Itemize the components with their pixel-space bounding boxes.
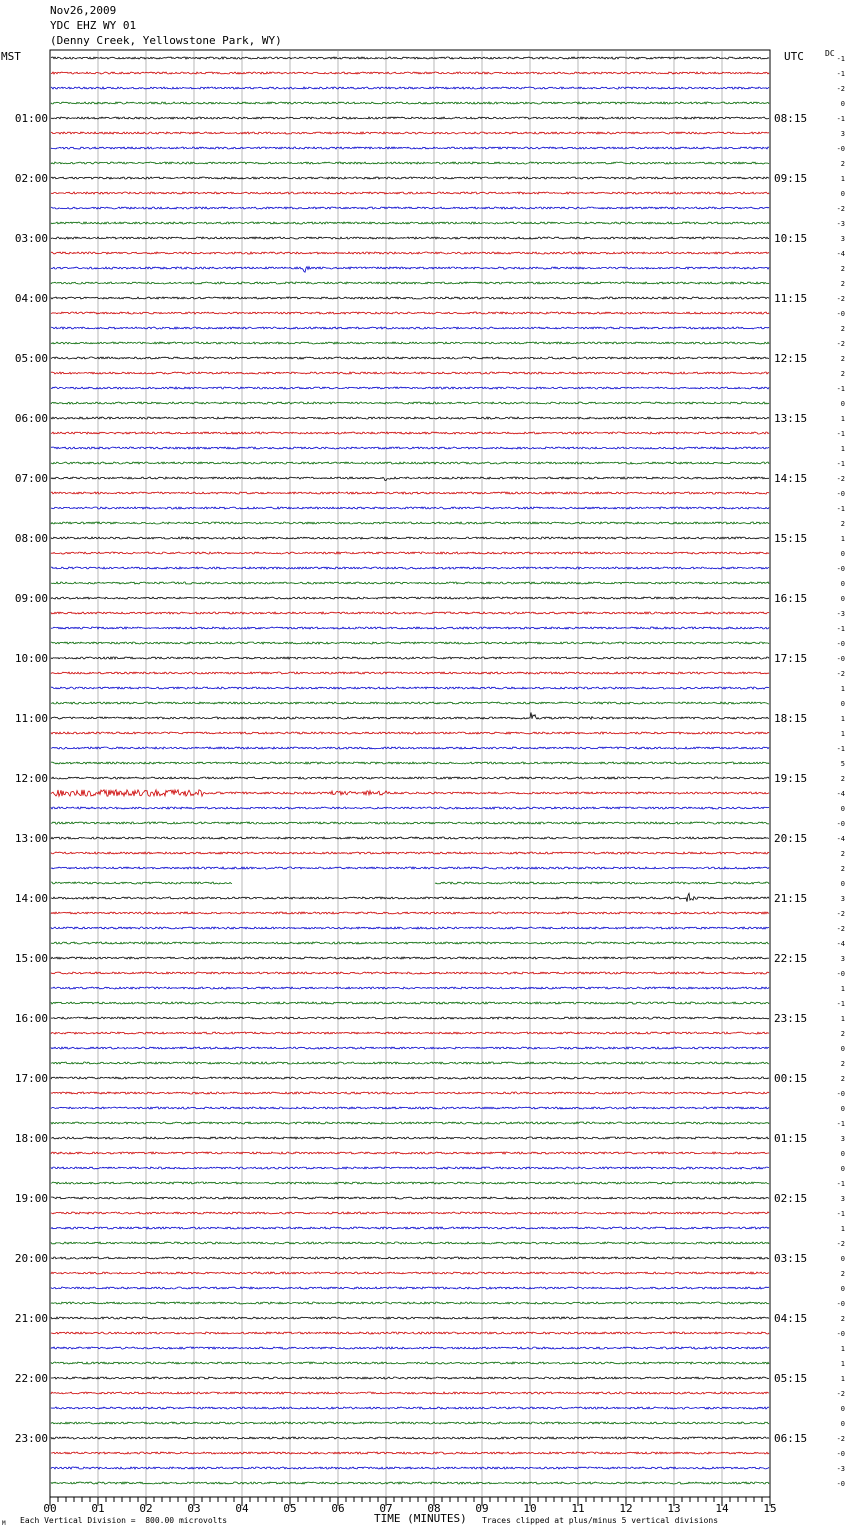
utc-hour-label: 15:15 bbox=[774, 532, 808, 545]
trace-row bbox=[51, 567, 769, 569]
utc-hour-label: 17:15 bbox=[774, 652, 808, 665]
right-axis-label: UTC bbox=[784, 50, 804, 63]
dc-offset-label: -0 bbox=[836, 490, 845, 498]
utc-hour-label: 00:15 bbox=[774, 1072, 808, 1085]
dc-offset-label: -2 bbox=[836, 205, 845, 213]
dc-offset-label: 0 bbox=[840, 880, 845, 888]
dc-offset-label: 3 bbox=[840, 895, 845, 903]
trace-row bbox=[51, 1422, 769, 1424]
trace-row bbox=[51, 162, 769, 164]
trace-row bbox=[51, 822, 769, 824]
trace-row bbox=[51, 417, 769, 419]
trace-row bbox=[51, 207, 769, 209]
dc-offset-label: 2 bbox=[840, 355, 845, 363]
trace-row bbox=[51, 1182, 769, 1184]
station-location: (Denny Creek, Yellowstone Park, WY) bbox=[50, 34, 282, 47]
trace-row bbox=[51, 790, 769, 796]
mst-hour-label: 11:00 bbox=[14, 712, 48, 725]
dc-offset-label: -1 bbox=[836, 430, 845, 438]
trace-row bbox=[51, 1062, 769, 1064]
trace-row bbox=[51, 1377, 769, 1379]
dc-offset-label: -3 bbox=[836, 610, 845, 618]
trace-row bbox=[51, 957, 769, 959]
dc-offset-label: -2 bbox=[836, 295, 845, 303]
dc-offset-label: 1 bbox=[840, 1225, 845, 1233]
trace-row bbox=[51, 1212, 769, 1214]
trace-row bbox=[51, 297, 769, 299]
dc-offset-label: -2 bbox=[836, 85, 845, 93]
trace-row bbox=[51, 132, 769, 134]
trace-row bbox=[51, 522, 769, 524]
trace-row bbox=[51, 492, 769, 494]
dc-offset-label: 1 bbox=[840, 685, 845, 693]
trace-row bbox=[51, 777, 769, 779]
dc-label: DC bbox=[825, 49, 835, 58]
dc-offset-label: -1 bbox=[836, 505, 845, 513]
trace-row bbox=[51, 702, 769, 704]
dc-offset-label: -4 bbox=[836, 835, 845, 843]
dc-offset-label: -1 bbox=[836, 625, 845, 633]
utc-hour-label: 18:15 bbox=[774, 712, 808, 725]
dc-offset-label: -2 bbox=[836, 1390, 845, 1398]
trace-row bbox=[51, 1137, 769, 1139]
dc-offset-label: 1 bbox=[840, 535, 845, 543]
trace-row bbox=[51, 1032, 769, 1034]
dc-offset-label: 5 bbox=[840, 760, 845, 768]
trace-row bbox=[51, 507, 769, 509]
utc-hour-label: 01:15 bbox=[774, 1132, 808, 1145]
x-tick-label: 09 bbox=[475, 1502, 489, 1515]
trace-row bbox=[51, 192, 769, 194]
dc-offset-label: -3 bbox=[836, 220, 845, 228]
trace-row bbox=[51, 912, 769, 914]
dc-offset-label: 3 bbox=[840, 955, 845, 963]
x-tick-label: 13 bbox=[667, 1502, 681, 1515]
utc-hour-label: 03:15 bbox=[774, 1252, 808, 1265]
trace-row bbox=[51, 687, 769, 689]
dc-offset-label: 3 bbox=[840, 1195, 845, 1203]
trace-row bbox=[51, 1227, 769, 1229]
mst-hour-label: 01:00 bbox=[14, 112, 48, 125]
utc-hour-label: 11:15 bbox=[774, 292, 808, 305]
mst-hour-label: 06:00 bbox=[14, 412, 48, 425]
trace-row bbox=[51, 582, 769, 584]
dc-offset-label: -0 bbox=[836, 1450, 845, 1458]
utc-hour-label: 05:15 bbox=[774, 1372, 808, 1385]
dc-offset-label: -1 bbox=[836, 460, 845, 468]
dc-offset-label: -2 bbox=[836, 340, 845, 348]
dc-offset-label: 1 bbox=[840, 715, 845, 723]
trace-row bbox=[51, 222, 769, 224]
dc-offset-label: 2 bbox=[840, 325, 845, 333]
dc-offset-label: 1 bbox=[840, 1375, 845, 1383]
trace-row bbox=[51, 357, 769, 359]
dc-offset-label: 1 bbox=[840, 1015, 845, 1023]
utc-hour-label: 06:15 bbox=[774, 1432, 808, 1445]
dc-offset-label: 1 bbox=[840, 1345, 845, 1353]
trace-row bbox=[51, 747, 769, 749]
mst-hour-label: 15:00 bbox=[14, 952, 48, 965]
trace-row bbox=[51, 1242, 769, 1244]
mst-hour-label: 18:00 bbox=[14, 1132, 48, 1145]
dc-offset-label: -1 bbox=[836, 1120, 845, 1128]
trace-row bbox=[51, 1002, 769, 1004]
trace-row bbox=[51, 1287, 769, 1289]
trace-row bbox=[51, 327, 769, 329]
trace-row bbox=[51, 867, 769, 869]
mst-hour-label: 02:00 bbox=[14, 172, 48, 185]
dc-offset-label: -1 bbox=[836, 1000, 845, 1008]
trace-row bbox=[51, 837, 769, 839]
trace-row bbox=[51, 267, 769, 273]
dc-offset-label: -0 bbox=[836, 1300, 845, 1308]
dc-offset-label: -0 bbox=[836, 820, 845, 828]
trace-row bbox=[51, 1317, 769, 1319]
dc-offset-label: 1 bbox=[840, 730, 845, 738]
trace-row bbox=[51, 712, 769, 719]
dc-offset-label: 0 bbox=[840, 1150, 845, 1158]
x-tick-label: 00 bbox=[43, 1502, 57, 1515]
trace-row bbox=[51, 387, 769, 389]
trace-row bbox=[51, 1272, 769, 1274]
trace-row bbox=[51, 1257, 769, 1259]
trace-row bbox=[51, 987, 769, 989]
trace-row bbox=[51, 372, 769, 374]
trace-row bbox=[51, 237, 769, 239]
trace-row bbox=[51, 462, 769, 464]
trace-row bbox=[51, 57, 769, 59]
scale-note: Each Vertical Division = 800.00 microvolts bbox=[20, 1516, 228, 1525]
mst-hour-label: 17:00 bbox=[14, 1072, 48, 1085]
x-tick-label: 11 bbox=[571, 1502, 585, 1515]
corner-mark: M bbox=[2, 1520, 6, 1527]
dc-offset-label: 2 bbox=[840, 1030, 845, 1038]
dc-offset-label: -2 bbox=[836, 925, 845, 933]
x-tick-label: 10 bbox=[523, 1502, 537, 1515]
trace-row bbox=[51, 1392, 769, 1394]
utc-hour-label: 02:15 bbox=[774, 1192, 808, 1205]
mst-hour-label: 14:00 bbox=[14, 892, 48, 905]
mst-hour-label: 04:00 bbox=[14, 292, 48, 305]
trace-row bbox=[51, 762, 769, 764]
mst-hour-label: 08:00 bbox=[14, 532, 48, 545]
dc-offset-label: 3 bbox=[840, 1135, 845, 1143]
dc-offset-label: 0 bbox=[840, 595, 845, 603]
trace-row bbox=[51, 432, 769, 434]
dc-offset-label: 1 bbox=[840, 1360, 845, 1368]
dc-offset-label: 2 bbox=[840, 160, 845, 168]
dc-offset-label: -1 bbox=[836, 1180, 845, 1188]
station-code: YDC EHZ WY 01 bbox=[50, 19, 137, 32]
trace-row bbox=[51, 627, 769, 629]
utc-hour-label: 14:15 bbox=[774, 472, 808, 485]
utc-hour-label: 04:15 bbox=[774, 1312, 808, 1325]
trace-row bbox=[51, 102, 769, 104]
trace-row bbox=[51, 1122, 769, 1124]
dc-offset-label: -4 bbox=[836, 250, 845, 258]
mst-hour-label: 16:00 bbox=[14, 1012, 48, 1025]
dc-offset-label: -4 bbox=[836, 790, 845, 798]
trace-row bbox=[51, 342, 769, 344]
dc-offset-label: -0 bbox=[836, 970, 845, 978]
dc-offset-label: -2 bbox=[836, 910, 845, 918]
trace-row bbox=[51, 657, 769, 659]
trace-row bbox=[51, 1347, 769, 1349]
trace-row bbox=[51, 927, 769, 929]
dc-offset-label: 2 bbox=[840, 520, 845, 528]
trace-row bbox=[51, 972, 769, 974]
dc-offset-label: -0 bbox=[836, 145, 845, 153]
dc-offset-label: -4 bbox=[836, 940, 845, 948]
dc-offset-label: 0 bbox=[840, 1285, 845, 1293]
dc-offset-label: -2 bbox=[836, 1240, 845, 1248]
trace-row bbox=[51, 1467, 769, 1469]
dc-offset-label: -3 bbox=[836, 1465, 845, 1473]
mst-hour-label: 22:00 bbox=[14, 1372, 48, 1385]
dc-offset-label: 0 bbox=[840, 1045, 845, 1053]
dc-offset-label: 2 bbox=[840, 850, 845, 858]
utc-hour-label: 16:15 bbox=[774, 592, 808, 605]
trace-row bbox=[51, 1332, 769, 1334]
dc-offset-label: 0 bbox=[840, 400, 845, 408]
x-tick-label: 02 bbox=[139, 1502, 153, 1515]
dc-offset-label: -1 bbox=[836, 55, 845, 63]
trace-row bbox=[51, 642, 769, 644]
trace-row bbox=[51, 117, 769, 119]
mst-hour-label: 07:00 bbox=[14, 472, 48, 485]
trace-row bbox=[51, 1077, 769, 1079]
dc-offset-label: 0 bbox=[840, 805, 845, 813]
dc-offset-label: 0 bbox=[840, 1420, 845, 1428]
trace-row bbox=[51, 942, 769, 944]
dc-offset-label: 3 bbox=[840, 235, 845, 243]
utc-hour-label: 08:15 bbox=[774, 112, 808, 125]
dc-offset-label: -0 bbox=[836, 640, 845, 648]
trace-row bbox=[51, 1017, 769, 1019]
mst-hour-label: 13:00 bbox=[14, 832, 48, 845]
dc-offset-label: -2 bbox=[836, 475, 845, 483]
trace-row bbox=[51, 852, 769, 854]
trace-row bbox=[51, 807, 769, 809]
dc-offset-label: 2 bbox=[840, 1270, 845, 1278]
mst-hour-label: 23:00 bbox=[14, 1432, 48, 1445]
x-tick-label: 12 bbox=[619, 1502, 633, 1515]
dc-offset-label: -2 bbox=[836, 670, 845, 678]
dc-offset-label: 1 bbox=[840, 445, 845, 453]
dc-offset-label: -0 bbox=[836, 1090, 845, 1098]
trace-row bbox=[51, 597, 769, 599]
x-tick-label: 14 bbox=[715, 1502, 729, 1515]
utc-hour-label: 10:15 bbox=[774, 232, 808, 245]
utc-hour-label: 09:15 bbox=[774, 172, 808, 185]
dc-offset-label: 0 bbox=[840, 580, 845, 588]
dc-offset-label: 0 bbox=[840, 700, 845, 708]
dc-offset-label: 1 bbox=[840, 175, 845, 183]
dc-offset-label: 0 bbox=[840, 1105, 845, 1113]
dc-offset-label: -0 bbox=[836, 565, 845, 573]
x-tick-label: 03 bbox=[187, 1502, 201, 1515]
utc-hour-label: 20:15 bbox=[774, 832, 808, 845]
x-tick-label: 15 bbox=[763, 1502, 777, 1515]
utc-hour-label: 23:15 bbox=[774, 1012, 808, 1025]
trace-row bbox=[51, 1362, 769, 1364]
trace-row bbox=[51, 1482, 769, 1484]
trace-row bbox=[51, 282, 769, 284]
mst-hour-label: 19:00 bbox=[14, 1192, 48, 1205]
dc-offset-label: -1 bbox=[836, 1210, 845, 1218]
dc-offset-label: 2 bbox=[840, 865, 845, 873]
trace-row bbox=[51, 1407, 769, 1409]
utc-hour-label: 19:15 bbox=[774, 772, 808, 785]
x-tick-label: 08 bbox=[427, 1502, 441, 1515]
trace-row bbox=[51, 882, 769, 884]
dc-offset-label: 1 bbox=[840, 985, 845, 993]
trace-row bbox=[51, 1092, 769, 1094]
dc-offset-label: 0 bbox=[840, 1405, 845, 1413]
mst-hour-label: 21:00 bbox=[14, 1312, 48, 1325]
dc-offset-label: 2 bbox=[840, 1060, 845, 1068]
dc-offset-label: 0 bbox=[840, 1255, 845, 1263]
dc-offset-label: 2 bbox=[840, 265, 845, 273]
trace-row bbox=[51, 672, 769, 674]
dc-offset-label: 0 bbox=[840, 100, 845, 108]
trace-row bbox=[51, 1152, 769, 1154]
dc-offset-label: 2 bbox=[840, 370, 845, 378]
mst-hour-label: 03:00 bbox=[14, 232, 48, 245]
trace-row bbox=[51, 402, 769, 404]
left-axis-label: MST bbox=[1, 50, 21, 63]
utc-hour-label: 21:15 bbox=[774, 892, 808, 905]
dc-offset-label: -1 bbox=[836, 745, 845, 753]
trace-row bbox=[51, 72, 769, 74]
dc-offset-label: -2 bbox=[836, 1435, 845, 1443]
trace-row bbox=[51, 312, 769, 314]
dc-offset-label: -0 bbox=[836, 1330, 845, 1338]
trace-row bbox=[51, 1437, 769, 1439]
dc-offset-label: -0 bbox=[836, 655, 845, 663]
dc-offset-label: -1 bbox=[836, 115, 845, 123]
trace-row bbox=[51, 612, 769, 614]
dc-offset-label: 0 bbox=[840, 550, 845, 558]
clip-note: Traces clipped at plus/minus 5 vertical divisions bbox=[482, 1516, 719, 1525]
trace-row bbox=[51, 1167, 769, 1169]
dc-offset-label: -0 bbox=[836, 1480, 845, 1488]
trace-row bbox=[51, 893, 769, 901]
trace-row bbox=[51, 447, 769, 449]
dc-offset-label: 1 bbox=[840, 415, 845, 423]
dc-offset-label: 0 bbox=[840, 190, 845, 198]
utc-hour-label: 22:15 bbox=[774, 952, 808, 965]
trace-row bbox=[51, 1302, 769, 1304]
trace-row bbox=[51, 147, 769, 149]
dc-offset-label: 2 bbox=[840, 1315, 845, 1323]
x-tick-label: 01 bbox=[91, 1502, 105, 1515]
x-tick-label: 07 bbox=[379, 1502, 393, 1515]
dc-offset-label: 0 bbox=[840, 1165, 845, 1173]
trace-row bbox=[51, 87, 769, 89]
x-tick-label: 04 bbox=[235, 1502, 249, 1515]
dc-offset-label: -1 bbox=[836, 385, 845, 393]
trace-row bbox=[51, 552, 769, 554]
dc-offset-label: 2 bbox=[840, 1075, 845, 1083]
trace-row bbox=[51, 537, 769, 539]
trace-row bbox=[51, 1047, 769, 1049]
x-tick-label: 06 bbox=[331, 1502, 345, 1515]
trace-row bbox=[51, 1107, 769, 1109]
dc-offset-label: 3 bbox=[840, 130, 845, 138]
mst-hour-label: 20:00 bbox=[14, 1252, 48, 1265]
utc-hour-label: 13:15 bbox=[774, 412, 808, 425]
trace-row bbox=[51, 1452, 769, 1454]
mst-hour-label: 09:00 bbox=[14, 592, 48, 605]
mst-hour-label: 05:00 bbox=[14, 352, 48, 365]
mst-hour-label: 10:00 bbox=[14, 652, 48, 665]
dc-offset-label: 2 bbox=[840, 280, 845, 288]
dc-offset-label: -0 bbox=[836, 310, 845, 318]
trace-row bbox=[51, 732, 769, 734]
dc-offset-label: 2 bbox=[840, 775, 845, 783]
x-axis-label: TIME (MINUTES) bbox=[374, 1512, 467, 1525]
trace-row bbox=[51, 1197, 769, 1199]
utc-hour-label: 12:15 bbox=[774, 352, 808, 365]
trace-row bbox=[51, 177, 769, 179]
dc-offset-label: -1 bbox=[836, 70, 845, 78]
mst-hour-label: 12:00 bbox=[14, 772, 48, 785]
plot-date: Nov26,2009 bbox=[50, 4, 117, 17]
trace-row bbox=[51, 252, 769, 254]
x-tick-label: 05 bbox=[283, 1502, 297, 1515]
trace-row bbox=[51, 477, 769, 481]
